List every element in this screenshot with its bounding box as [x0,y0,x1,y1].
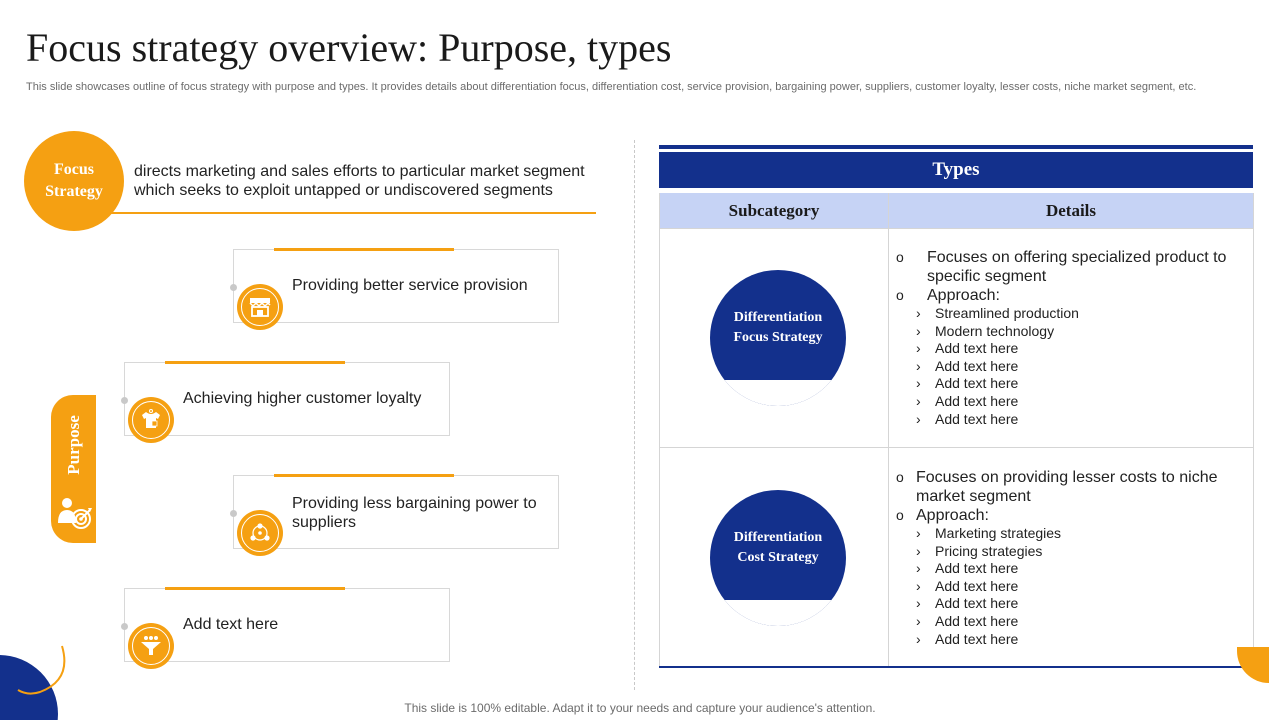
row-separator [660,228,1253,229]
funnel-people-icon [128,623,174,669]
row-separator [660,447,1253,448]
network-people-icon [237,510,283,556]
footer-note: This slide is 100% editable. Adapt it to your needs and capture your audience's attention. [404,701,876,715]
focus-description: directs marketing and sales efforts to particular market segment which seeks to exploit untapped or undiscovered segments [134,163,585,199]
purpose-label-wrap [51,395,96,495]
detail-point: o Approach: [896,286,1236,305]
focus-label-line2: Strategy [45,183,103,200]
card-dot [230,510,237,517]
detail-point: o Focuses on offering specialized product to specific segment [896,248,1236,286]
types-top-rule [659,145,1253,149]
purpose-label: Purpose [63,415,83,475]
list-item: › Add text here [896,595,1236,613]
list-item: › Pricing strategies [896,543,1236,561]
card-dot [230,284,237,291]
column-separator [888,193,889,668]
purpose-card-2 [124,362,450,436]
list-item: › Streamlined production [896,305,1236,323]
list-item: › Add text here [896,358,1236,376]
circle-label-line1: Differentiation [733,530,823,545]
detail-point: o Approach: [896,506,1236,525]
list-item: › Add text here [896,411,1236,429]
card-accent-bar [274,248,454,251]
card-dot [121,397,128,404]
purpose-item-text: Providing less bargaining power to suppliers [292,495,537,531]
list-item: › Add text here [896,340,1236,358]
card-accent-bar [165,361,345,364]
circle-label-line2: Focus Strategy [733,330,823,345]
section-divider [634,140,635,690]
list-item: › Add text here [896,613,1236,631]
target-person-icon [55,493,93,531]
card-dot [121,623,128,630]
card-accent-bar [274,474,454,477]
details-row-1 [896,248,1236,428]
list-item: › Marketing strategies [896,525,1236,543]
focus-underline [74,212,596,214]
approach-list [896,525,1236,648]
differentiation-cost-circle [710,490,846,626]
decorative-orange-arc [10,640,70,700]
purpose-card-1 [233,249,559,323]
focus-label-line1: Focus [53,161,94,178]
list-item: › Add text here [896,560,1236,578]
approach-list [896,305,1236,428]
decorative-orange-corner [1237,647,1269,683]
list-item: › Add text here [896,393,1236,411]
purpose-card-3 [233,475,559,549]
circle-label-line1: Differentiation [733,310,823,325]
focus-strategy-badge [24,131,124,231]
circle-label-line2: Cost Strategy [737,550,819,565]
list-item: › Modern technology [896,323,1236,341]
details-row-2 [896,468,1236,648]
col-subcategory: Subcategory [728,200,820,220]
list-item: › Add text here [896,375,1236,393]
table-bottom-rule [659,666,1254,668]
purpose-item-text: Providing better service provision [292,277,528,294]
card-accent-bar [165,587,345,590]
list-item: › Add text here [896,631,1236,649]
purpose-card-4 [124,588,450,662]
types-header: Types [659,152,1253,188]
purpose-item-text: Achieving higher customer loyalty [183,390,422,407]
tshirt-tag-icon [128,397,174,443]
page-subtitle: This slide showcases outline of focus strategy with purpose and types. It provides details about differentiation focus, differentiation cost, service provision, bargaining power, suppliers, customer loyalty, lesser costs, niche market segment, etc. [26,81,1197,93]
detail-point: o Focuses on providing lesser costs to niche market segment [896,468,1236,506]
table-header-row [660,193,1253,228]
purpose-item-text: Add text here [183,616,279,633]
col-details: Details [1045,200,1097,220]
storefront-icon [237,284,283,330]
list-item: › Add text here [896,578,1236,596]
differentiation-focus-circle [710,270,846,406]
page-title: Focus strategy overview: Purpose, types [26,25,672,70]
